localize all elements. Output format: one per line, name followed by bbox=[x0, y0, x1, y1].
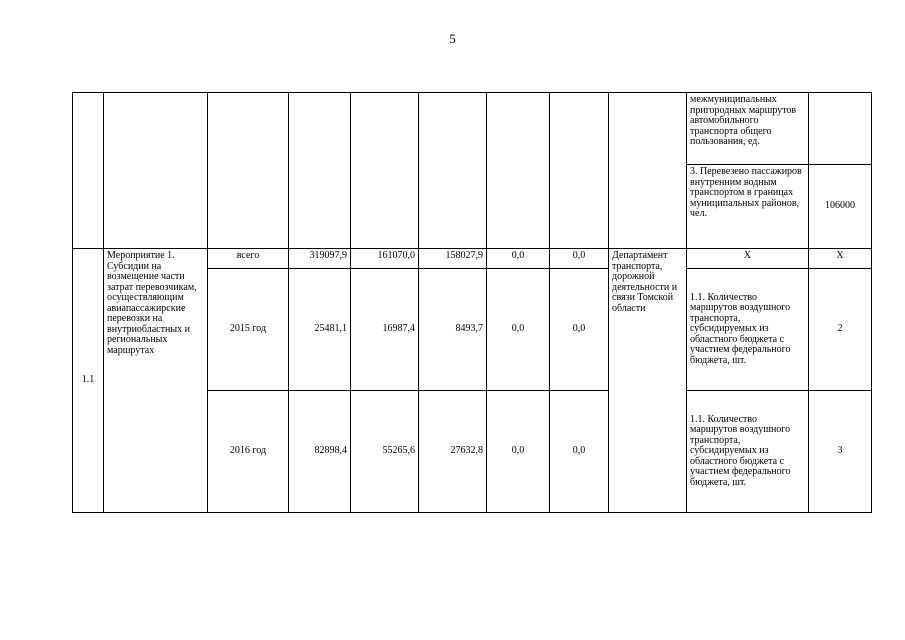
cell-indicator: 3. Перевезено пассажиров внутренним водным транспортом в границах муниципальных районов, чел. bbox=[687, 165, 809, 249]
cell-indicator: X bbox=[687, 249, 809, 269]
cell-executor: Департамент транспорта, дорожной деятельности и связи Томской области bbox=[609, 249, 687, 513]
cell-period: 2015 год bbox=[208, 269, 289, 391]
cell-federal: 16987,4 bbox=[351, 269, 419, 391]
cell-federal: 55265,6 bbox=[351, 391, 419, 513]
cell-num: 1.1 bbox=[73, 249, 104, 513]
cell-period bbox=[208, 93, 289, 249]
cell-local bbox=[487, 93, 550, 249]
cell-indicator-value: 106000 bbox=[809, 165, 872, 249]
cell-indicator: 1.1. Количество маршрутов воздушного транспорта, субсидируемых из областного бюджета с участием федерального бюджета, шт. bbox=[687, 391, 809, 513]
cell-name: Мероприятие 1. Субсидии на возмещение части затрат перевозчикам, осуществляющим авиапассажирские перевозки на внутриобластных и региональных маршрутах bbox=[104, 249, 208, 513]
cell-indicator-value: 2 bbox=[809, 269, 872, 391]
cell-indicator-value: 3 bbox=[809, 391, 872, 513]
cell-federal: 161070,0 bbox=[351, 249, 419, 269]
cell-local: 0,0 bbox=[487, 249, 550, 269]
cell-total: 25481,1 bbox=[289, 269, 351, 391]
table-row bbox=[73, 93, 872, 165]
cell-num bbox=[73, 93, 104, 249]
cell-indicator-value bbox=[809, 93, 872, 165]
cell-executor bbox=[609, 93, 687, 249]
cell-regional: 27632,8 bbox=[419, 391, 487, 513]
cell-period: 2016 год bbox=[208, 391, 289, 513]
cell-regional: 158027,9 bbox=[419, 249, 487, 269]
cell-federal bbox=[351, 93, 419, 249]
cell-indicator: 1.1. Количество маршрутов воздушного транспорта, субсидируемых из областного бюджета с участием федерального бюджета, шт. bbox=[687, 269, 809, 391]
cell-indicator: межмуниципальных пригородных маршрутов автомобильного транспорта общего пользования, ед. bbox=[687, 93, 809, 165]
cell-indicator-value: X bbox=[809, 249, 872, 269]
cell-name bbox=[104, 93, 208, 249]
table-row bbox=[73, 249, 872, 269]
cell-period: всего bbox=[208, 249, 289, 269]
cell-local: 0,0 bbox=[487, 269, 550, 391]
cell-extrabudget: 0,0 bbox=[550, 249, 609, 269]
cell-total: 82898,4 bbox=[289, 391, 351, 513]
cell-extrabudget: 0,0 bbox=[550, 269, 609, 391]
cell-total: 319097,9 bbox=[289, 249, 351, 269]
program-table bbox=[72, 92, 872, 513]
page-number: 5 bbox=[449, 31, 456, 46]
cell-total bbox=[289, 93, 351, 249]
cell-local: 0,0 bbox=[487, 391, 550, 513]
cell-regional: 8493,7 bbox=[419, 269, 487, 391]
cell-regional bbox=[419, 93, 487, 249]
cell-extrabudget bbox=[550, 93, 609, 249]
cell-extrabudget: 0,0 bbox=[550, 391, 609, 513]
